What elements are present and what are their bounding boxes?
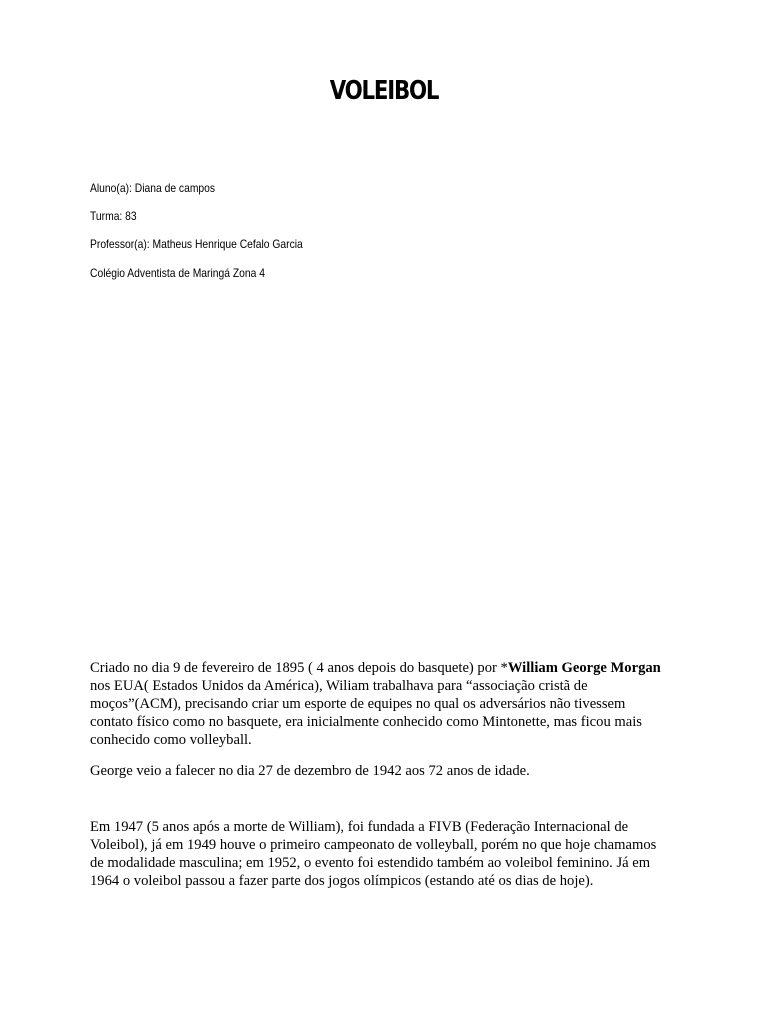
paragraph-history-text-1: Criado no dia 9 de fevereiro de 1895 ( 4 anos depois do basquete) por *: [90, 660, 508, 676]
teacher-name: Professor(a): Matheus Henrique Cefalo Garcia: [90, 237, 303, 251]
class-number: Turma: 83: [90, 209, 137, 223]
paragraph-death: George veio a falecer no dia 27 de dezembro de 1942 aos 72 anos de idade.: [90, 763, 530, 779]
paragraph-fivb: Em 1947 (5 anos após a morte de William), foi fundada a FIVB (Federação Internacional de Voleibol), já em 1949 houve o primeiro campeonato de volleyball, porém no que hoje chamamos de modalidade masculina; em 1952, o evento foi estendido também ao voleibol feminino. Já em 1964 o voleibol passou a fazer parte dos jogos olímpicos (estando até os dias de hoje).: [90, 819, 657, 889]
paragraph-history-text-2: nos EUA( Estados Unidos da América), Wiliam trabalhava para “associação cristã de moços”(ACM), precisando criar um esporte de equipes no qual os adversários não tivessem contato físico como no basquete, era inicialmente conhecido como Mintonette, mas ficou mais conhecido como volleyball.: [90, 678, 642, 748]
paragraph-history: [90, 659, 670, 749]
student-name: Aluno(a): Diana de campos: [90, 181, 216, 195]
school-name: Colégio Adventista de Maringá Zona 4: [90, 266, 265, 280]
inventor-name: William George Morgan: [507, 660, 661, 676]
document-title: VOLEIBOL: [329, 76, 439, 106]
